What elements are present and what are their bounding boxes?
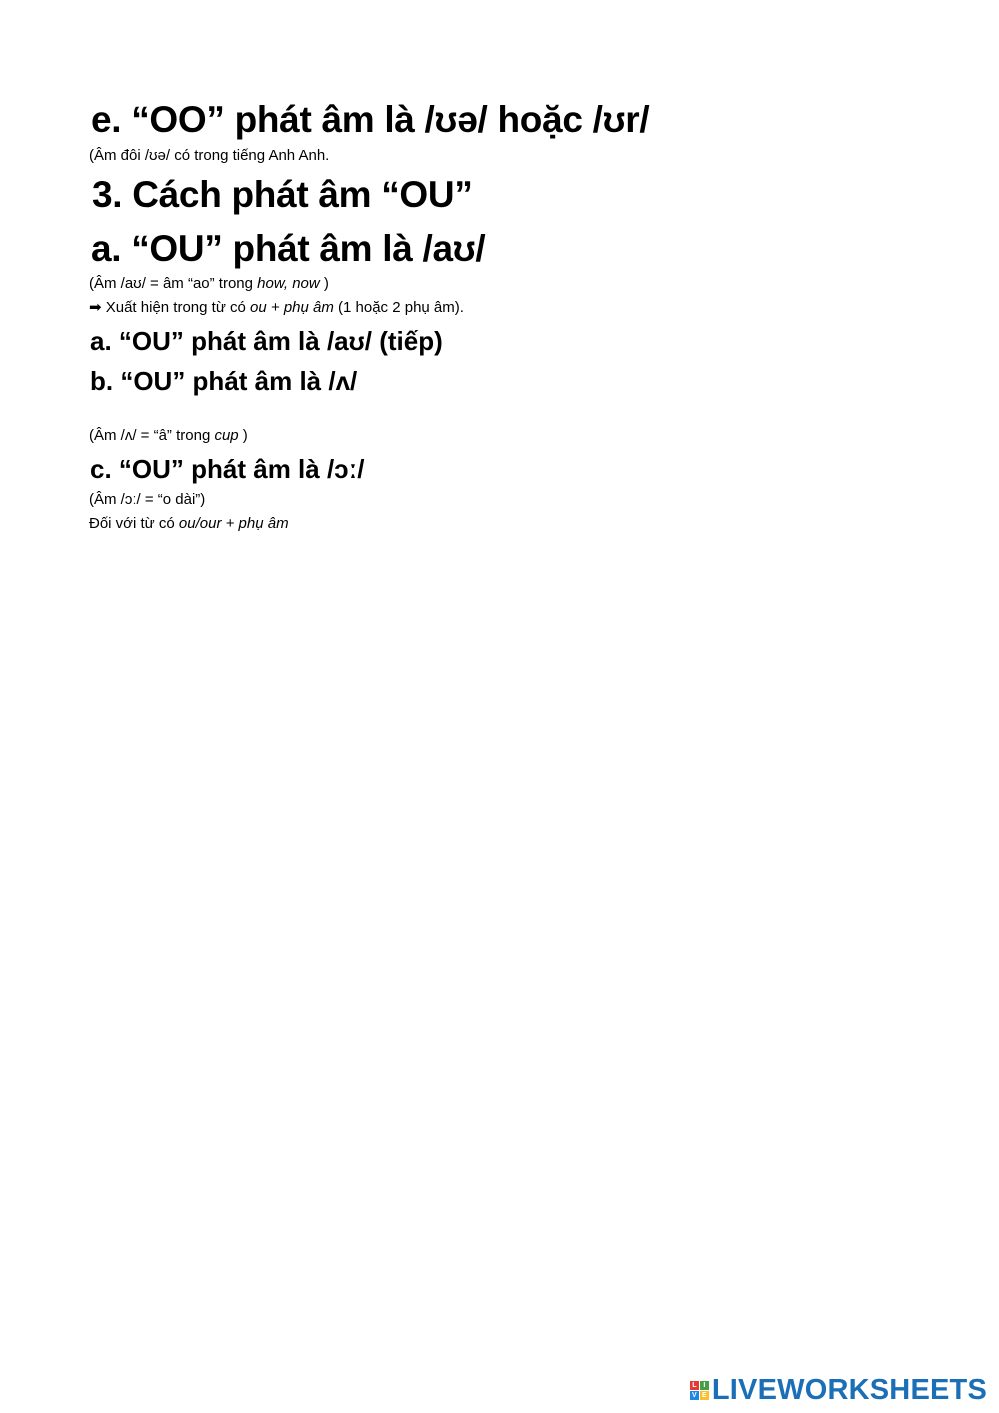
- note-ou-au-rule: ➡ Xuất hiện trong từ có ou + phụ âm (1 hoặc 2 phụ âm).: [89, 299, 464, 316]
- logo-mark-l: L: [690, 1381, 699, 1390]
- liveworksheets-logo-text: LIVEWORKSHEETS: [711, 1373, 987, 1406]
- heading-ou-au-continued: a. “OU” phát âm là /aʊ/ (tiếp): [90, 326, 443, 356]
- note-ou-au-example: (Âm /aʊ/ = âm “ao” trong how, now ): [89, 275, 329, 292]
- logo-mark-i: I: [700, 1381, 709, 1390]
- heading-oo-pronunciation: e. “OO” phát âm là /ʊə/ hoặc /ʊr/: [91, 99, 650, 140]
- liveworksheets-logo: [690, 1370, 987, 1410]
- note-ou-long-o: (Âm /ɔː/ = “o dài”): [89, 491, 206, 508]
- heading-ou-au: a. “OU” phát âm là /aʊ/: [91, 228, 486, 269]
- note-oo-british: (Âm đôi /ʊə/ có trong tiếng Anh Anh.: [89, 147, 330, 164]
- logo-mark-e: E: [700, 1391, 709, 1400]
- heading-section-3: 3. Cách phát âm “OU”: [92, 174, 473, 215]
- heading-ou-long-o: c. “OU” phát âm là /ɔː/: [90, 454, 365, 484]
- liveworksheets-logo-mark: [690, 1381, 709, 1400]
- logo-mark-v: V: [690, 1391, 699, 1400]
- note-ou-caret-example: (Âm /ʌ/ = “â” trong cup ): [89, 427, 248, 444]
- note-ou-our-rule: Đối với từ có ou/our + phụ âm: [89, 515, 289, 532]
- heading-ou-caret: b. “OU” phát âm là /ʌ/: [90, 366, 358, 396]
- arrow-right-icon: ➡: [89, 299, 102, 316]
